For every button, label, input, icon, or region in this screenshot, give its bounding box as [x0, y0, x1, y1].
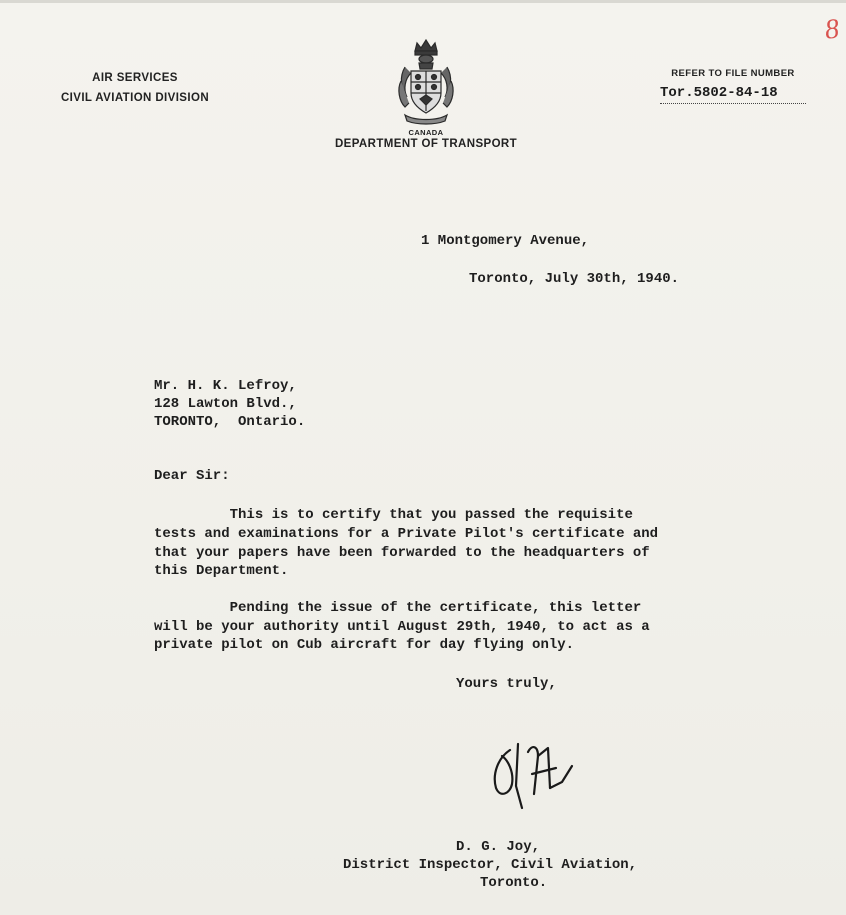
coat-of-arms-icon — [395, 37, 457, 125]
paragraph2-line3: private pilot on Cub aircraft for day flying only. — [154, 637, 575, 653]
paragraph1-line3: that your papers have been forwarded to the headquarters of — [154, 545, 650, 561]
letterhead-left — [44, 68, 226, 108]
air-services-label: AIR SERVICES — [92, 72, 178, 84]
civil-aviation-label: CIVIL AVIATION DIVISION — [60, 92, 210, 104]
paragraph2-line2: will be your authority until August 29th, 1940, to act as a — [154, 619, 650, 635]
closing: Yours truly, — [456, 676, 557, 692]
handwritten-signature — [488, 738, 588, 814]
department-title: DEPARTMENT OF TRANSPORT — [334, 138, 518, 150]
paragraph2-line1: Pending the issue of the certificate, this letter — [154, 600, 642, 616]
recipient-name: Mr. H. K. Lefroy, — [154, 378, 297, 394]
place-date: Toronto, July 30th, 1940. — [469, 271, 680, 287]
corner-page-mark: 8 — [823, 13, 841, 46]
signatory-name: D. G. Joy, — [456, 839, 541, 855]
signatory-title: District Inspector, Civil Aviation, — [343, 857, 638, 873]
top-border — [0, 0, 846, 3]
salutation: Dear Sir: — [154, 468, 230, 484]
file-number: Tor.5802-84-18 — [660, 85, 806, 104]
paragraph1-line1: This is to certify that you passed the requisite — [154, 507, 633, 523]
country-label: CANADA — [408, 128, 444, 137]
paragraph1-line4: this Department. — [154, 563, 289, 579]
recipient-street: 128 Lawton Blvd., — [154, 396, 297, 412]
letterhead-right — [656, 68, 810, 104]
sender-street: 1 Montgomery Avenue, — [421, 233, 590, 249]
refer-label: REFER TO FILE NUMBER — [671, 68, 795, 79]
recipient-city: TORONTO, Ontario. — [154, 414, 306, 430]
paragraph1-line2: tests and examinations for a Private Pilot's certificate and — [154, 526, 659, 542]
signatory-city: Toronto. — [480, 875, 548, 891]
